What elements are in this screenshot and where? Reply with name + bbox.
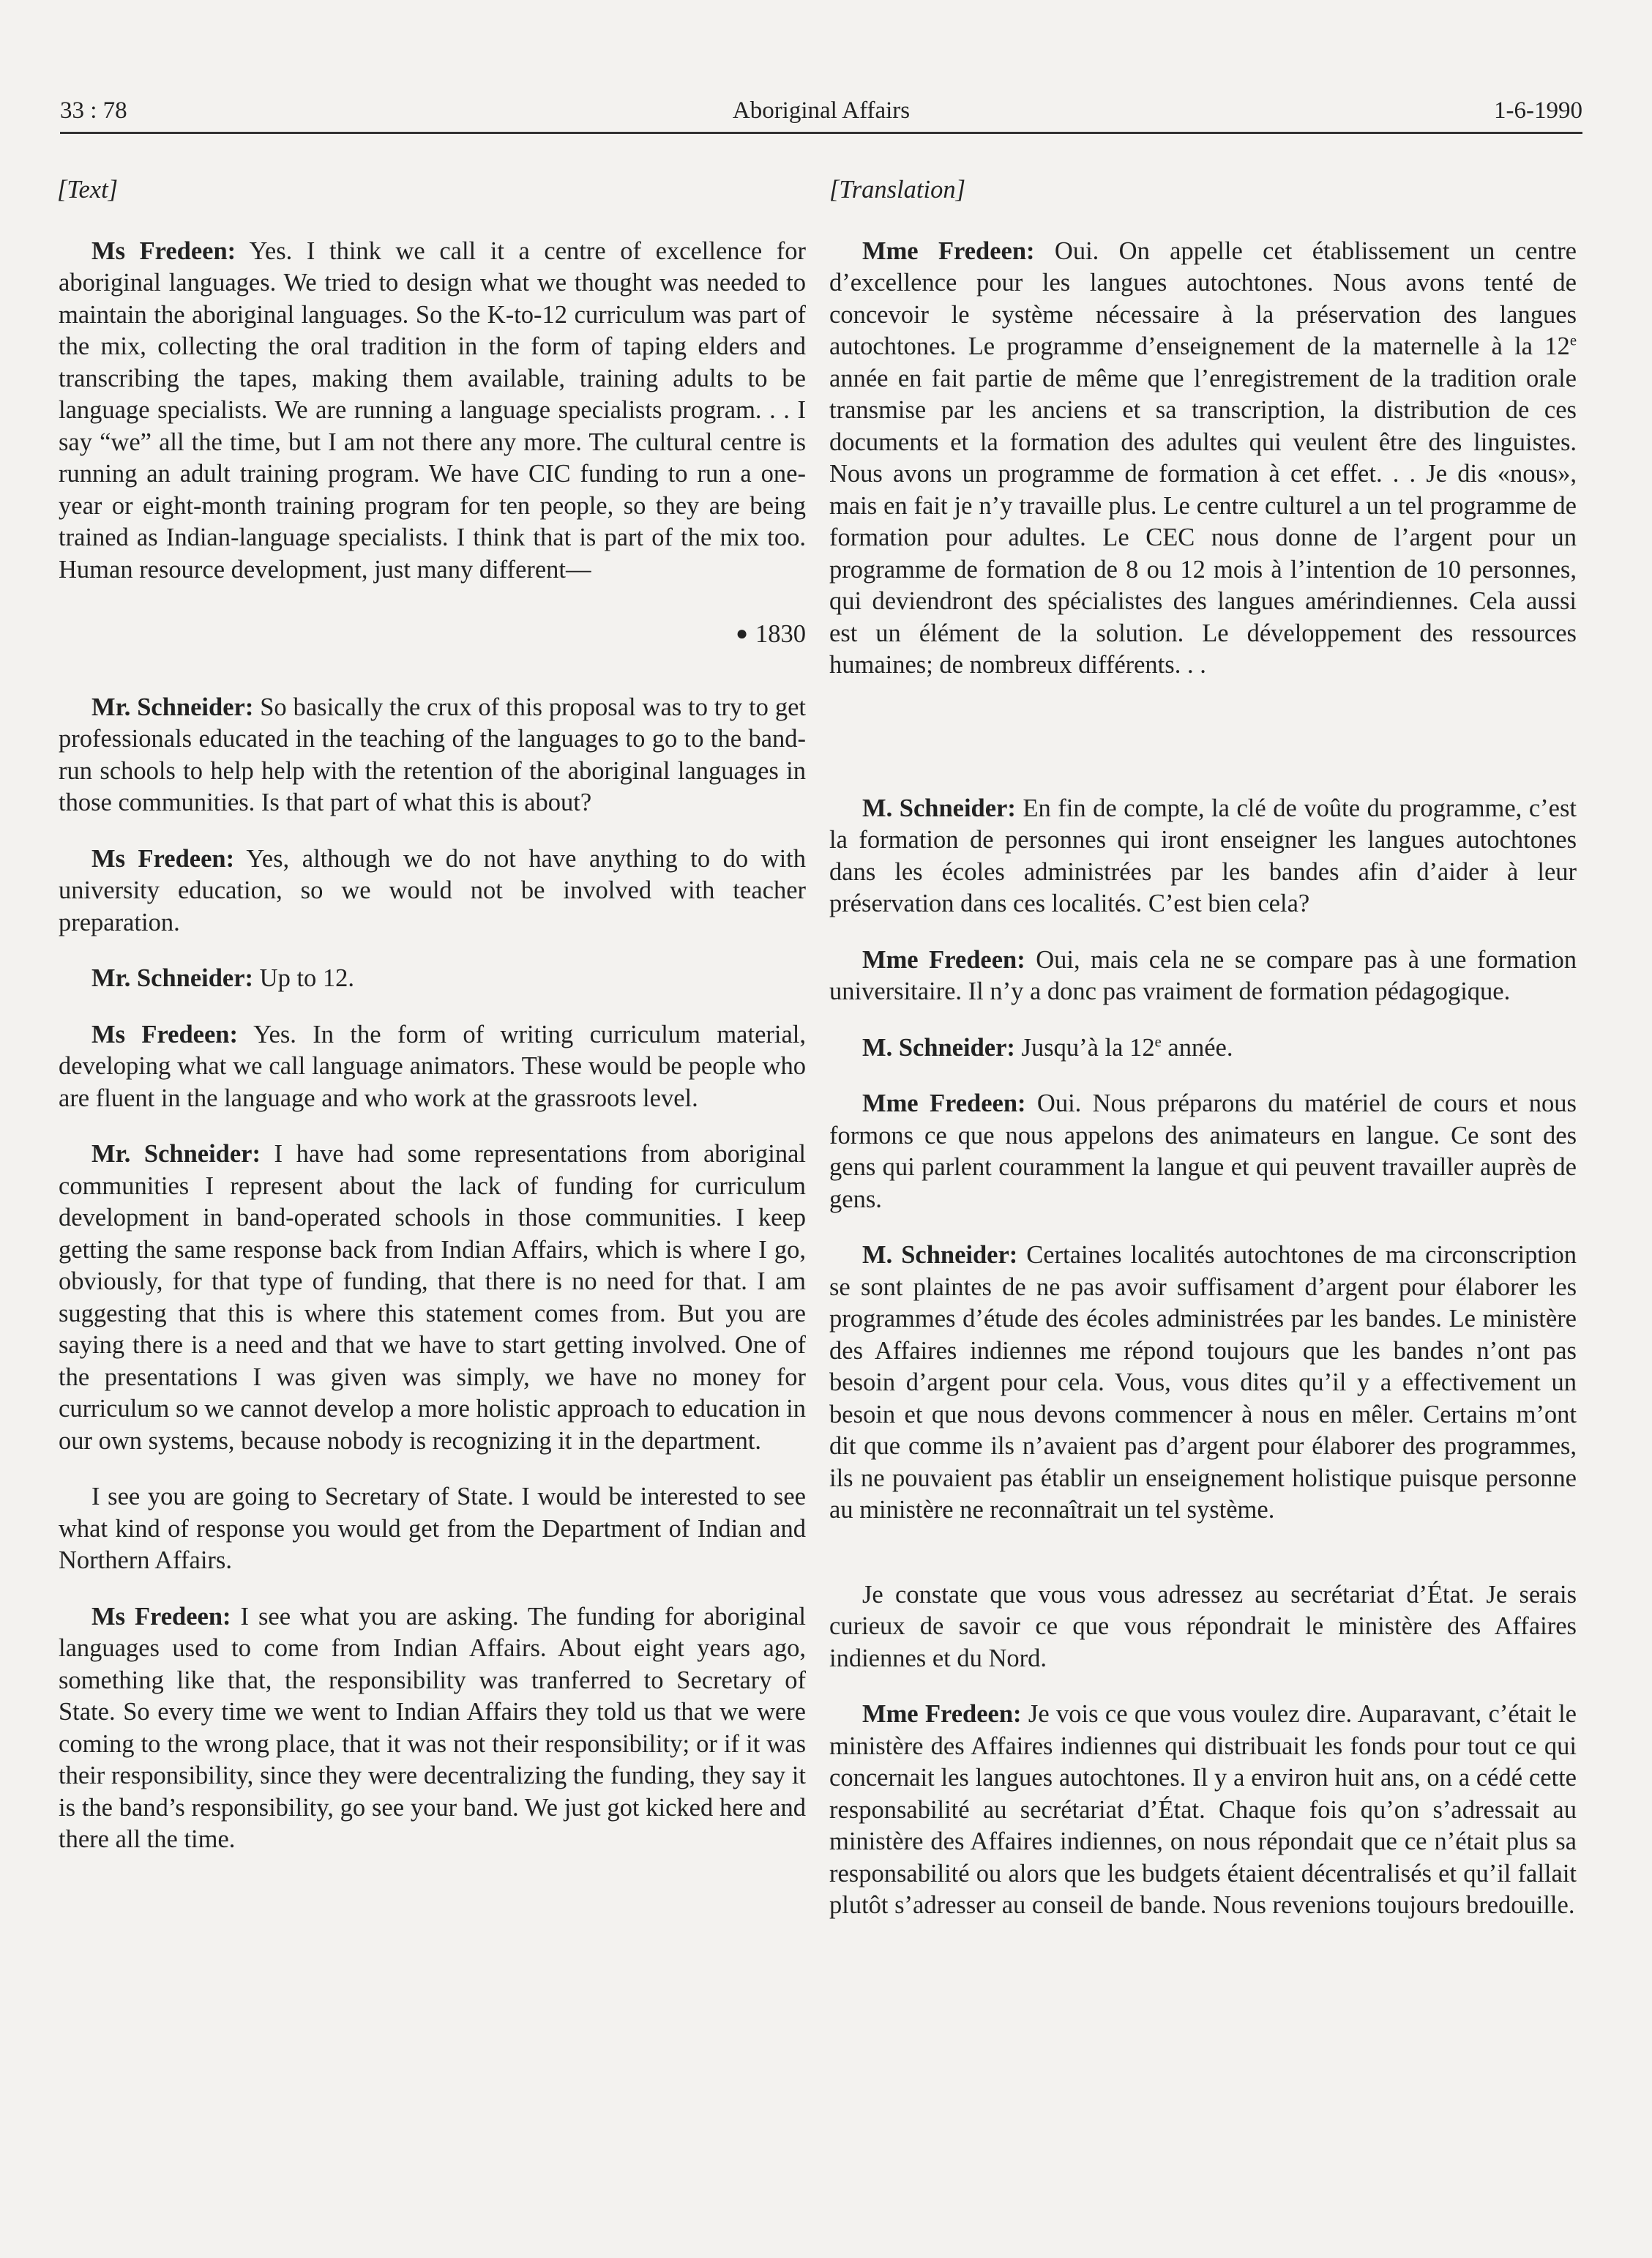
page-number: 33 : 78 [60, 97, 127, 124]
paragraph [59, 692, 806, 819]
speech-text: Oui. On appelle cet établissement un centre d’excellence pour les langues autochtones. Nous avons tenté de concevoir le système nécessaire à la préservation des langues autochtones. Le programme d’enseignement de la maternelle à la 12 [829, 236, 1577, 360]
speech-text: Up to 12. [253, 964, 355, 992]
speech-text: Certaines localités autochtones de ma circonscription se sont plaintes de ne pas avoir suffisament d’argent pour élaborer les programmes d’étude des écoles administrées par les bandes. Le ministère des Affaires indiennes me répond toujours que les bandes n’ont pas besoin d’argent pour cela. Vous, vous dites qu’il y a effectivement un besoin et que nous devons commencer à nous en mêler. Certains m’ont dit que comme ils n’avaient pas d’argent pour élaborer des programmes, ils ne pouvaient pas établir un enseignement holistique puisque personne au ministère ne reconnaîtrait un tel système. [829, 1241, 1577, 1524]
paragraph [829, 1240, 1577, 1527]
paragraph [829, 1699, 1577, 1922]
speaker-name: Mme Fredeen: [862, 1089, 1026, 1117]
speech-text: année en fait partie de même que l’enregistrement de la tradition orale transmise par les anciens et sa transcription, la distribution de ces documents et la formation des adultes qui veulent être des linguistes. Nous avons un programme de formation à cet effet. . . Je dis «nous», mais en fait je n’y travaille plus. Le centre culturel a un tel programme de formation pour adultes. Le CEC nous donne de l’argent pour un programme de formation de 8 ou 12 mois à l’intention de 10 personnes, qui deviendront des spécialistes des langues amérindiennes. Cela aussi est un élément de la solution. Le développement des ressources humaines; de nombreux différents. . . [829, 364, 1577, 679]
paragraph [829, 236, 1577, 682]
time-marker [59, 618, 806, 651]
speech-text: I have had some representations from aboriginal communities I represent about the lack of funding for curriculum development in band-operated schools in those communities. I keep getting the same response back from Indian Affairs, which is where I go, obviously, for that type of funding, that there is no need for that. I am suggesting that this is where this statement comes from. But you are saying there is a need and that we have to start getting involved. One of the presentations I was given was simply, we have no money for curriculum so we cannot develop a more holistic approach to education in our own systems, because nobody is recognizing it in the department. [59, 1140, 806, 1455]
paragraph: Je constate que vous vous adressez au secrétariat d’État. Je serais curieux de savoir ce que vous répondrait le ministère des Affaires indiennes et du Nord. [829, 1580, 1577, 1672]
paragraph [59, 236, 806, 586]
speech-text: Je vois ce que vous voulez dire. Auparavant, c’était le ministère des Affaires indiennes qui distribuait les fonds pour tout ce qui concernait les langues autochtones. Il y a environ huit ans, on a cédé cette responsabilité au secrétariat d’État. Chaque fois qu’on s’adressait au ministère des Affaires indiennes, on nous répondait que ce n’était plus sa responsabilité ou alors que les budgets étaient décentralisés et qu’il fallait plutôt s’adresser au conseil de bande. Nous revenions toujours bredouille. [829, 1700, 1577, 1919]
speaker-name: Mr. Schneider: [91, 964, 254, 992]
speaker-name: Ms Fredeen: [91, 1602, 231, 1631]
time-marker-value: 1830 [755, 620, 806, 648]
paragraph [59, 1601, 806, 1856]
paragraph [829, 1032, 1577, 1065]
speech-text: Yes. I think we call it a centre of excellence for aboriginal languages. We tried to design what we thought was needed to maintain the aboriginal languages. So the K-to-12 curriculum was part of the mix, collecting the oral tradition in the form of taping elders and transcribing the tapes, making them available, training adults to be language specialists. We are running a language specialists program. . . I say “we” all the time, but I am not there any more. The cultural centre is running an adult training program. We have CIC funding to run a one-year or eight-month training program for ten people, so they are being trained as Indian-language specialists. I think that is part of the mix too. Human resource development, just many different— [59, 236, 806, 584]
paragraph [59, 1139, 806, 1457]
speaker-name: M. Schneider: [862, 1241, 1018, 1269]
speech-text: Jusqu’à la 12 [1014, 1033, 1155, 1062]
speaker-name: Mme Fredeen: [862, 236, 1035, 265]
speaker-name: Mr. Schneider: [91, 1140, 261, 1168]
page-header [60, 94, 1582, 134]
french-column [829, 174, 1577, 1922]
speaker-name: Mme Fredeen: [862, 945, 1025, 974]
speech-text: Yes, although we do not have anything to do with university education, so we would not be involved with teacher preparation. [59, 844, 806, 936]
speaker-name: M. Schneider: [862, 794, 1016, 822]
bullet-icon: ● [736, 622, 748, 645]
speech-text: année. [1161, 1033, 1233, 1062]
speaker-name: M. Schneider: [862, 1033, 1015, 1062]
running-title: Aboriginal Affairs [732, 97, 911, 124]
speech-text: So basically the crux of this proposal was to try to get professionals educated in the teaching of the languages to go to the band-run schools to help help with the retention of the aboriginal languages in those communities. Is that part of what this is about? [59, 693, 806, 816]
speech-text: Yes. In the form of writing curriculum material, developing what we call language animators. These would be people who are fluent in the language and who work at the grassroots level. [59, 1020, 806, 1112]
column-heading-text: [Text] [57, 176, 119, 204]
speech-text: Oui, mais cela ne se compare pas à une formation universitaire. Il n’y a donc pas vraiment de formation pédagogique. [829, 945, 1577, 1005]
sitting-date: 1-6-1990 [1494, 97, 1582, 124]
speaker-name: Mme Fredeen: [862, 1700, 1022, 1728]
superscript: e [1569, 332, 1577, 349]
paragraph [59, 843, 806, 939]
english-column [59, 174, 806, 1856]
paragraph [829, 1088, 1577, 1215]
speaker-name: Ms Fredeen: [91, 1020, 238, 1048]
superscript: e [1154, 1034, 1162, 1050]
speaker-name: Mr. Schneider: [91, 693, 254, 721]
speaker-name: Ms Fredeen: [91, 844, 235, 873]
speech-text: Oui. Nous préparons du matériel de cours et nous formons ce que nous appelons des animateurs en langue. Ce sont des gens qui parlent couramment la langue et qui peuvent travailler auprès de gens. [829, 1089, 1577, 1213]
paragraph [829, 944, 1577, 1008]
speech-text: I see what you are asking. The funding for aboriginal languages used to come from Indian Affairs. About eight years ago, something like that, the responsibility was tranferred to Secretary of State. So every time we went to Indian Affairs they told us that we were coming to the wrong place, that it was not their responsibility; or if it was their responsibility, since they were decentralizing the funding, they say it is the band’s responsibility, go see your band. We just got kicked here and there all the time. [59, 1602, 806, 1853]
paragraph: I see you are going to Secretary of State. I would be interested to see what kind of response you would get from the Department of Indian and Northern Affairs. [59, 1483, 806, 1574]
paragraph [59, 1019, 806, 1115]
paragraph [829, 793, 1577, 920]
speech-text: En fin de compte, la clé de voûte du programme, c’est la formation de personnes qui iront enseigner les langues autochtones dans les écoles administrées par les bandes afin d’aider à leur préservation dans ces localités. C’est bien cela? [829, 794, 1577, 917]
paragraph [59, 963, 806, 995]
speaker-name: Ms Fredeen: [91, 236, 236, 265]
column-heading-translation: [Translation] [829, 176, 965, 204]
